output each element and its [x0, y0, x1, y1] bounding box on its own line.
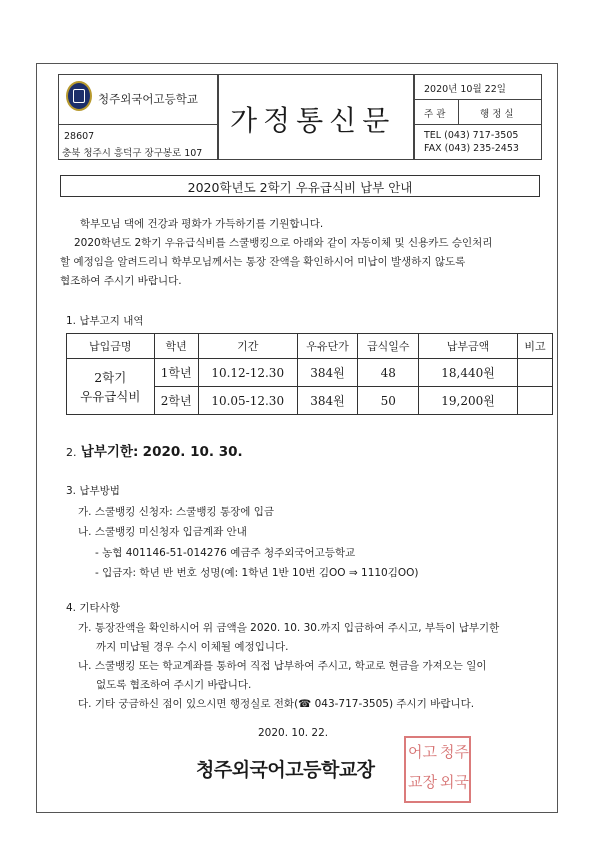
note-c: 다. 기타 궁금하신 점이 있으시면 행정실로 전화(☎ 043-717-3505) 주시기 바랍니다.	[78, 698, 475, 710]
col-days: 급식일수	[358, 334, 419, 359]
col-period: 기간	[198, 334, 297, 359]
item-name-line-1: 2학기	[94, 369, 127, 385]
payment-method-a: 가. 스쿨뱅킹 신청자: 스쿨뱅킹 통장에 입금	[78, 506, 274, 518]
amount-cell: 19,200원	[419, 387, 518, 415]
col-amount: 납부금액	[419, 334, 518, 359]
dept-value: 행 정 실	[480, 109, 514, 120]
deadline-value: 2020. 10. 30.	[142, 444, 243, 460]
section-1-heading: 1. 납부고지 내역	[66, 315, 144, 327]
intro-line-4: 협조하여 주시기 바랍니다.	[60, 275, 182, 287]
fax-number: FAX (043) 235-2453	[424, 143, 519, 154]
table-header-row	[67, 334, 553, 359]
item-name-cell	[67, 359, 155, 415]
notice-title: 2020학년도 2학기 우유급식비 납부 안내	[187, 180, 413, 195]
section-4-heading: 4. 기타사항	[66, 602, 120, 614]
school-address: 충북 청주시 흥덕구 장구봉로 107	[62, 148, 203, 159]
dept-label: 주 관	[424, 109, 446, 120]
days-cell: 48	[358, 359, 419, 387]
postal-code: 28607	[64, 131, 95, 142]
unit-price-cell: 384원	[297, 387, 358, 415]
days-cell: 50	[358, 387, 419, 415]
unit-price-cell: 384원	[297, 359, 358, 387]
note-a-line-2: 까지 미납될 경우 수시 이체될 예정입니다.	[96, 641, 289, 653]
official-seal-icon	[404, 736, 471, 803]
section-3-heading: 3. 납부방법	[66, 485, 120, 497]
note-b-line-2: 없도록 협조하여 주시기 바랍니다.	[96, 679, 252, 691]
meta-divider-1	[414, 99, 542, 100]
col-note: 비고	[517, 334, 552, 359]
col-item-name: 납입금명	[67, 334, 155, 359]
meta-divider-2	[414, 124, 542, 125]
tel-number: TEL (043) 717-3505	[424, 130, 519, 141]
footer-date: 2020. 10. 22.	[258, 727, 329, 739]
seal-char-1: 청주	[440, 743, 469, 761]
principal-signature: 청주외국어고등학교장	[196, 759, 375, 781]
item-name-line-2: 우유급식비	[80, 388, 141, 404]
meta-divider-3	[458, 99, 459, 124]
deadline-label: 납부기한:	[80, 444, 139, 460]
school-info-divider	[58, 124, 218, 125]
grade-cell: 1학년	[154, 359, 198, 387]
depositor-format: - 입금자: 학년 반 번호 성명(예: 1학년 1반 10번 김OO ⇒ 1110김OO)	[95, 567, 419, 579]
grade-cell: 2학년	[154, 387, 198, 415]
note-cell	[517, 387, 552, 415]
note-cell	[517, 359, 552, 387]
school-logo-icon	[66, 81, 92, 111]
col-grade: 학년	[154, 334, 198, 359]
intro-line-1: 학부모님 댁에 건강과 평화가 가득하기를 기원합니다.	[80, 218, 324, 230]
table-row	[67, 359, 553, 387]
payment-method-b: 나. 스쿨뱅킹 미신청자 입금계좌 안내	[78, 526, 247, 538]
issue-date: 2020년 10월 22일	[424, 84, 506, 95]
seal-char-2: 외국	[440, 773, 469, 791]
intro-line-3: 할 예정임을 알려드리니 학부모님께서는 통장 잔액을 확인하시어 미납이 발생하지 않도록	[60, 256, 466, 268]
intro-line-2: 2020학년도 2학기 우유급식비를 스쿨뱅킹으로 아래와 같이 자동이체 및 신용카드 승인처리	[74, 237, 493, 249]
note-a-line-1: 가. 통장잔액을 확인하시어 위 금액을 2020. 10. 30.까지 입금하여 주시고, 부득이 납부기한	[78, 622, 500, 634]
period-cell: 10.12-12.30	[198, 359, 297, 387]
amount-cell: 18,440원	[419, 359, 518, 387]
note-b-line-1: 나. 스쿨뱅킹 또는 학교계좌를 통하여 직접 납부하여 주시고, 학교로 현금을 가져오는 일이	[78, 660, 487, 672]
seal-char-3: 어고	[408, 743, 437, 761]
period-cell: 10.05-12.30	[198, 387, 297, 415]
section-2-number: 2.	[66, 446, 77, 459]
section-2-deadline	[66, 440, 243, 460]
fee-table	[66, 333, 553, 415]
school-name: 청주외국어고등학교	[98, 92, 198, 106]
document-title: 가정통신문	[230, 104, 396, 137]
account-info: - 농협 401146-51-014276 예금주 청주외국어고등학교	[95, 547, 356, 559]
seal-char-4: 교장	[408, 773, 437, 791]
col-unit-price: 우유단가	[297, 334, 358, 359]
